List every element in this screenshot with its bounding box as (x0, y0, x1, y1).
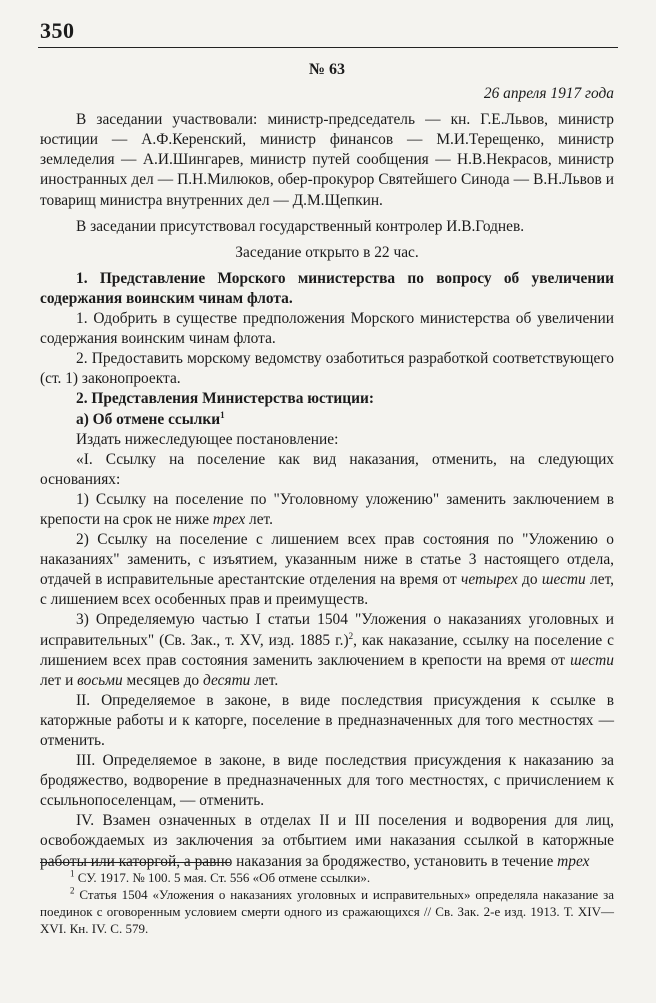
participants-paragraph: В заседании участвовали: министр-председатель — кн. Г.Е.Львов, министр юстиции — А.Ф.Керенский, министр финансов — М.И.Терещенко, министр земледелия — А.И.Шингарев, министр путей сообщения — Н.В.Некрасов, министр иностранных дел — П.Н.Милюков, обер-прокурор Святейшего Синода — В.Н.Львов и товарищ министра внутренних дел — Д.М.Щепкин. (40, 111, 614, 209)
decree-intro: Издать нижеследующее постановление: (76, 430, 339, 448)
part-i-item-1: 1) Ссылку на поселение по "Уголовному уложению" заменить заключением в крепости на срок не ниже трех лет. (40, 490, 614, 528)
document-date: 26 апреля 1917 года (483, 85, 614, 103)
section-1-item-2: 2. Предоставить морскому ведомству озаботиться разработкой соответствующего (ст. 1) законопроекта. (40, 350, 614, 388)
section-1-title: 1. Представление Морского министерства по вопросу об увеличении содержания воинским чинам флота. (40, 269, 614, 307)
document-number: № 63 (308, 61, 346, 78)
part-ii: II. Определяемое в законе, в виде последствия присуждения к ссылке в каторжные работы и к каторге, поселение в предназначенных для того местностях — отменить. (40, 691, 614, 749)
section-2-subtitle: а) Об отмене ссылки$^1$ (76, 409, 225, 428)
footnote-ref-1: 1 (220, 409, 225, 420)
part-i-intro: «I. Ссылку на поселение как вид наказания, отменить, на следующих основаниях: (40, 450, 614, 488)
session-opened: Заседание открыто в 22 час. (235, 243, 419, 261)
section-2-title: 2. Представления Министерства юстиции: (76, 390, 374, 408)
controller-paragraph: В заседании присутствовал государственный контролер И.В.Годнев. (76, 217, 525, 235)
part-iv: IV. Взамен означенных в отделах II и III поселения и водворения для лиц, освобождаемых из заключения за отбытием ими наказания ссылкой в каторжные работы или каторгой, а равно наказания за бродяжество, установить в течение трех (40, 812, 614, 870)
footnotes (40, 862, 614, 937)
footnote-1: $^1$ СУ. 1917. № 100. 5 мая. Ст. 556 «Об отмене ссылки». (70, 868, 371, 885)
footnote-rule (40, 862, 230, 863)
part-iii: III. Определяемое в законе, в виде последствия присуждения к наказанию за бродяжество, водворение в предназначенных для того местностях, с причислением к ссыльнопоселенцам, — отменить. (40, 752, 614, 810)
header-rule (38, 47, 618, 48)
page-number: 350 (40, 18, 75, 43)
footnote-2: $^2$ Статья 1504 «Уложения о наказаниях уголовных и исправительных» определяла наказание за поединок с оговоренным условием смерти одного из сражающихся // Св. Зак. 2-е изд. 1913. Т. XIV—XVI. Кн. IV. С. 579. (40, 885, 614, 936)
section-1-item-1: 1. Одобрить в существе предположения Морского министерства об увеличении содержания воинским чинам флота. (40, 310, 614, 348)
part-i-item-2: 2) Ссылку на поселение с лишением всех прав состояния по "Уложению о наказаниях" заменить, с изъятием, указанным ниже в статье 3 настоящего отдела, отдачей в исправительные арестантские отделения на время от четырех до шести лет, с лишением всех особенных прав и преимуществ. (40, 531, 614, 609)
document-body (40, 60, 614, 872)
part-i-item-3: 3) Определяемую частью I статьи 1504 "Уложения о наказаниях уголовных и исправительных" (Св. Зак., т. XV, изд. 1885 г.)$^2$, как наказание, ссылку на поселение с лишением всех прав состояния заменить заключением в крепости на время от шести лет и восьми месяцев до десяти лет. (40, 611, 614, 689)
footnote-ref-2: 2 (348, 630, 354, 641)
